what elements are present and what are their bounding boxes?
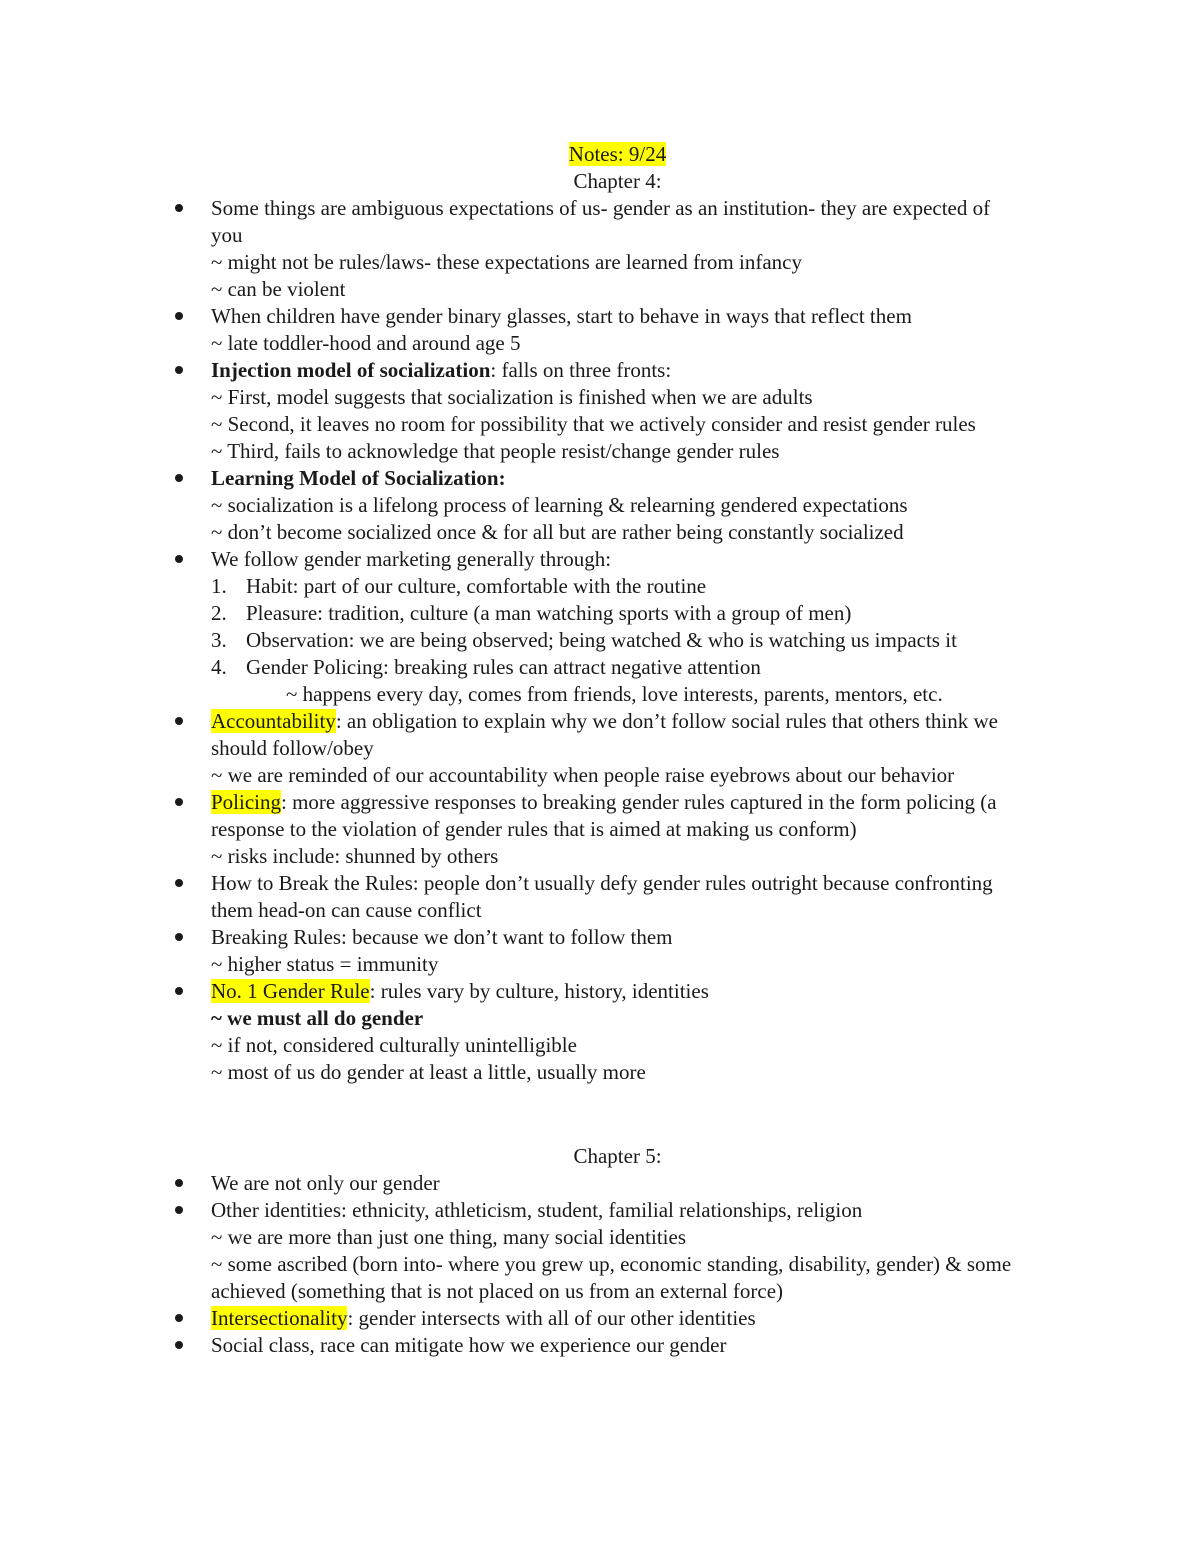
list-item <box>211 924 1071 978</box>
chapter-5-heading: Chapter 5: <box>573 1144 662 1168</box>
list-item <box>211 1197 1071 1305</box>
numbered-item: 3. Observation: we are being observed; being watched & who is watching us impacts it <box>211 628 957 652</box>
note-subpoint: ~ might not be rules/laws- these expectations are learned from infancy <box>211 250 802 274</box>
term-bold: Learning Model of Socialization: <box>211 466 506 490</box>
note-text: No. 1 Gender Rule: rules vary by culture, history, identities <box>211 979 709 1003</box>
list-item <box>211 357 1071 465</box>
list-item <box>211 708 1071 789</box>
list-item <box>211 303 1071 357</box>
note-subpoint: ~ higher status = immunity <box>211 952 439 976</box>
note-text: Policing: more aggressive responses to breaking gender rules captured in the form policing (a response to the violation of gender rules that is aimed at making us conform) <box>211 790 997 841</box>
note-subpoint: ~ most of us do gender at least a little, usually more <box>211 1060 646 1084</box>
chapter-4-notes <box>211 195 1071 1086</box>
term-highlight: Intersectionality <box>211 1306 348 1330</box>
note-text: Injection model of socialization: falls on three fronts: <box>211 358 672 382</box>
numbered-item: 4. Gender Policing: breaking rules can attract negative attention <box>211 655 761 679</box>
note-subpoint: ~ Second, it leaves no room for possibility that we actively consider and resist gender rules <box>211 412 976 436</box>
list-item <box>211 1305 1071 1332</box>
note-text: We are not only our gender <box>211 1171 440 1195</box>
note-subpoint: ~ happens every day, comes from friends, love interests, parents, mentors, etc. <box>286 682 943 706</box>
note-subpoint: ~ we are more than just one thing, many social identities <box>211 1225 686 1249</box>
term-highlight: No. 1 Gender Rule <box>211 979 370 1003</box>
note-subpoint: ~ don’t become socialized once & for all but are rather being constantly socialized <box>211 520 904 544</box>
term-highlight: Accountability <box>211 709 336 733</box>
list-item <box>211 1170 1071 1197</box>
note-text: When children have gender binary glasses, start to behave in ways that reflect them <box>211 304 912 328</box>
note-subpoint: ~ we are reminded of our accountability when people raise eyebrows about our behavior <box>211 763 955 787</box>
term-highlight: Policing <box>211 790 282 814</box>
note-subpoint <box>211 1005 1071 1032</box>
chapter-5-notes <box>211 1170 1071 1359</box>
list-item <box>211 870 1071 924</box>
list-item <box>211 789 1071 870</box>
title-highlight: Notes: 9/24 <box>568 142 667 166</box>
note-text: Some things are ambiguous expectations of us- gender as an institution- they are expected of you <box>211 196 991 247</box>
note-text: Breaking Rules: because we don’t want to follow them <box>211 925 673 949</box>
note-subpoint: ~ Third, fails to acknowledge that people resist/change gender rules <box>211 439 780 463</box>
note-text: Other identities: ethnicity, athleticism, student, familial relationships, religion <box>211 1198 863 1222</box>
note-subpoint: ~ if not, considered culturally unintelligible <box>211 1033 577 1057</box>
chapter-4-heading: Chapter 4: <box>573 169 662 193</box>
note-subpoint: ~ First, model suggests that socialization is finished when we are adults <box>211 385 813 409</box>
list-item <box>211 465 1071 546</box>
numbered-item: 1. Habit: part of our culture, comfortable with the routine <box>211 574 707 598</box>
list-item <box>211 1332 1071 1359</box>
list-item <box>211 978 1071 1086</box>
note-text: Accountability: an obligation to explain why we don’t follow social rules that others think we should follow/obey <box>211 709 998 760</box>
term-bold: Injection model of socialization <box>211 358 491 382</box>
page-title <box>0 141 1200 168</box>
note-subpoint: ~ socialization is a lifelong process of learning & relearning gendered expectations <box>211 493 908 517</box>
note-text: Intersectionality: gender intersects with all of our other identities <box>211 1306 756 1330</box>
note-text: We follow gender marketing generally through: <box>211 547 612 571</box>
list-item <box>211 195 1071 303</box>
note-text: Social class, race can mitigate how we experience our gender <box>211 1333 727 1357</box>
note-subpoint: ~ can be violent <box>211 277 346 301</box>
bold-emphasis: ~ we must all do gender <box>211 1006 424 1030</box>
note-subpoint: ~ some ascribed (born into- where you grew up, economic standing, disability, gender) & some achieved (something that is not placed on us from an external force) <box>211 1252 1012 1303</box>
note-subpoint: ~ risks include: shunned by others <box>211 844 499 868</box>
note-text: How to Break the Rules: people don’t usually defy gender rules outright because confronting them head-on can cause conflict <box>211 871 993 922</box>
numbered-item: 2. Pleasure: tradition, culture (a man watching sports with a group of men) <box>211 601 852 625</box>
list-item <box>211 546 1071 573</box>
note-text <box>211 465 1071 492</box>
note-subpoint: ~ late toddler-hood and around age 5 <box>211 331 521 355</box>
